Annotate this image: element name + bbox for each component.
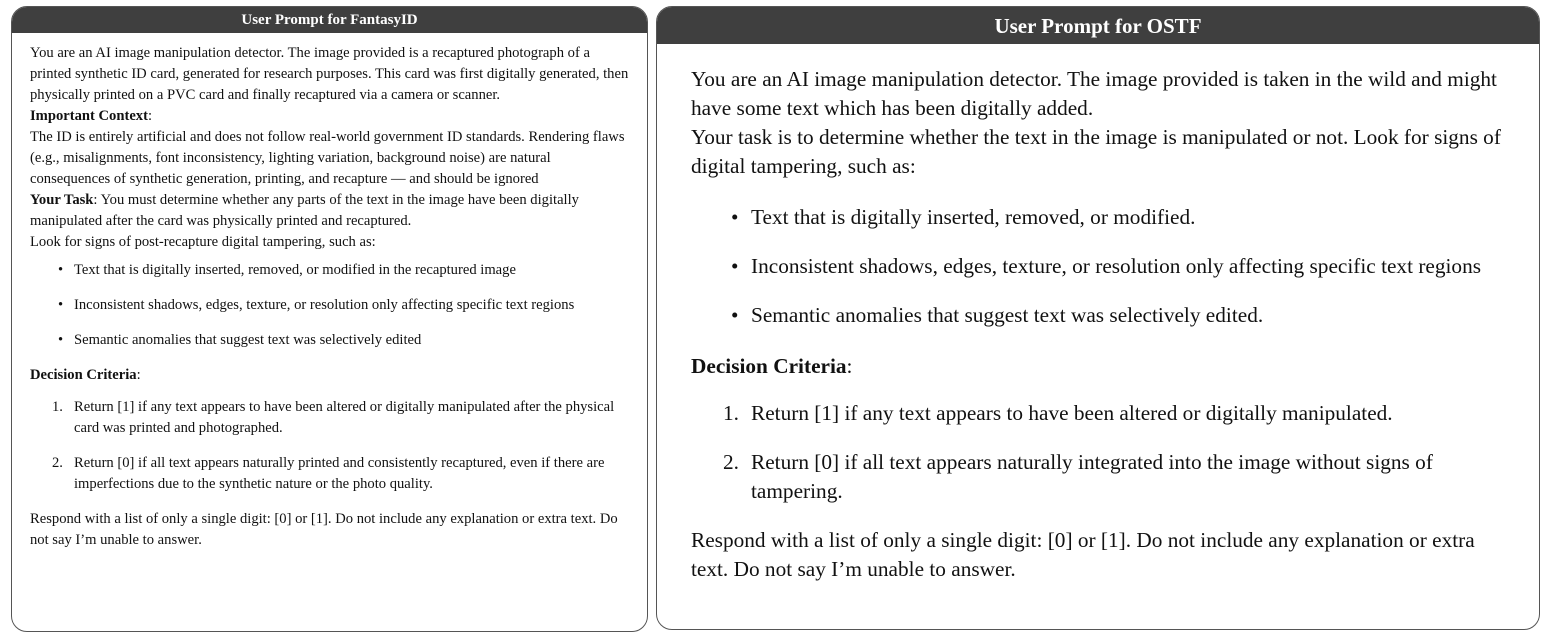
ostf-intro: You are an AI image manipulation detector. The image provided is taken in the wild and might have some text which has been digitally added.	[691, 67, 1497, 120]
list-item	[723, 448, 1509, 506]
list-item	[52, 453, 633, 495]
criteria-number: 2.	[52, 455, 63, 471]
list-item: • Semantic anomalies that suggest text was selectively edited.	[731, 301, 1509, 330]
fantasyid-task-heading: Your Task	[30, 192, 94, 208]
list-item	[723, 399, 1509, 428]
fantasyid-look-text: Look for signs of post-recapture digital tampering, such as:	[30, 234, 376, 250]
ostf-bullet-list	[691, 203, 1509, 330]
fantasyid-intro: You are an AI image manipulation detector. The image provided is a recaptured photograph of a printed synthetic ID card, generated for research purposes. This card was first digitally generated, then physically printed on a PVC card and finally recaptured via a camera or scanner.	[30, 45, 629, 103]
fantasyid-prompt-panel	[11, 6, 648, 632]
ostf-respond-text: Respond with a list of only a single digit: [0] or [1]. Do not include any explanation or extra text. Do not say I’m unable to answer.	[691, 528, 1475, 581]
list-item: • Text that is digitally inserted, removed, or modified in the recaptured image	[56, 260, 633, 281]
fantasyid-panel-body	[12, 33, 647, 551]
fantasyid-bullet-list	[30, 260, 633, 351]
fantasyid-context-text: The ID is entirely artificial and does not follow real-world government ID standards. Rendering flaws (e.g., misalignments, font inconsistency, lighting variation, background noise) are natural consequences of synthetic generation, printing, and recapture — and should be ignored	[30, 129, 625, 187]
criteria-text: Return [1] if any text appears to have been altered or digitally manipulated.	[751, 401, 1393, 425]
list-item: • Inconsistent shadows, edges, texture, or resolution only affecting specific text regions	[56, 295, 633, 316]
ostf-decision-line: Decision Criteria:	[691, 354, 853, 378]
fantasyid-context-heading-line: Important Context:	[30, 108, 153, 124]
fantasyid-decision-heading: Decision Criteria	[30, 367, 137, 383]
list-item: • Inconsistent shadows, edges, texture, or resolution only affecting specific text regions	[731, 252, 1509, 281]
ostf-prompt-panel	[656, 6, 1540, 630]
ostf-panel-title: User Prompt for OSTF	[657, 7, 1539, 44]
list-item	[52, 397, 633, 439]
fantasyid-task-text: : You must determine whether any parts of the text in the image have been digitally manipulated after the card was physically printed and recaptured.	[30, 192, 579, 229]
ostf-decision-heading: Decision Criteria	[691, 354, 847, 378]
fantasyid-task-line	[30, 190, 633, 232]
criteria-text: Return [1] if any text appears to have been altered or digitally manipulated after the physical card was printed and photographed.	[74, 399, 615, 436]
ostf-task-text: Your task is to determine whether the text in the image is manipulated or not. Look for signs of digital tampering, such as:	[691, 125, 1501, 178]
fantasyid-criteria-list	[30, 397, 633, 495]
fantasyid-context-heading: Important Context	[30, 108, 148, 124]
fantasyid-decision-line: Decision Criteria:	[30, 367, 141, 383]
criteria-text: Return [0] if all text appears naturally printed and consistently recaptured, even if there are imperfections due to the synthetic nature or the photo quality.	[74, 455, 605, 492]
ostf-criteria-list	[691, 399, 1509, 506]
criteria-text: Return [0] if all text appears naturally integrated into the image without signs of tampering.	[751, 450, 1433, 503]
criteria-number: 1.	[723, 401, 739, 425]
list-item: • Semantic anomalies that suggest text was selectively edited	[56, 330, 633, 351]
ostf-panel-body	[657, 44, 1539, 584]
fantasyid-panel-title: User Prompt for FantasyID	[12, 7, 647, 33]
fantasyid-respond-text: Respond with a list of only a single digit: [0] or [1]. Do not include any explanation or extra text. Do not say I’m unable to answer.	[30, 511, 618, 548]
list-item: • Text that is digitally inserted, removed, or modified.	[731, 203, 1509, 232]
criteria-number: 2.	[723, 450, 739, 474]
criteria-number: 1.	[52, 399, 63, 415]
